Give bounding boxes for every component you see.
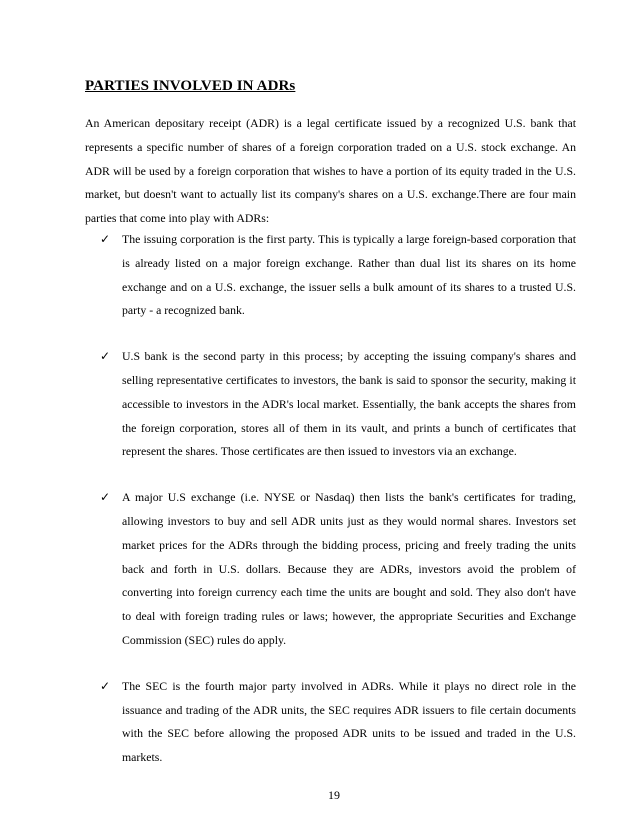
check-icon: ✓ (100, 678, 111, 693)
check-icon: ✓ (100, 232, 111, 246)
section-heading: PARTIES INVOLVED IN ADRs (85, 78, 296, 94)
list-item-text: The issuing corporation is the first party. This is typically a large foreign-based corporation that is already listed on a major foreign exchange. Rather than dual list its shares on its home exchange and on a U.S. exchange, the issuer sells a bulk amount of its shares to a trusted U.S. party - a recognized bank. (122, 232, 576, 318)
list-item-text: The SEC is the fourth major party involved in ADRs. While it plays no direct role in the issuance and trading of the ADR units, the SEC requires ADR issuers to file certain documents with the SEC before allowing the proposed ADR units to be issued and traded in the U.S. markets. (122, 678, 576, 765)
list-item-issuing-corporation (85, 228, 576, 323)
page-number: 19 (328, 788, 340, 802)
intro-paragraph: An American depositary receipt (ADR) is a legal certificate issued by a recognized U.S. bank that represents a specific number of shares of a foreign corporation traded on a U.S. stock exchange. An ADR will be used by a foreign corporation that wishes to have a portion of its equity traded in the U.S. market, but doesn't want to actually list its company's shares on a U.S. exchange.There are four main parties that come into play with ADRs: (85, 116, 576, 226)
check-icon: ✓ (100, 349, 111, 364)
list-item-us-bank (85, 345, 576, 464)
check-icon: ✓ (100, 490, 111, 505)
parties-list (85, 228, 576, 770)
list-item-sec (85, 675, 576, 770)
list-item-text: A major U.S exchange (i.e. NYSE or Nasdaq) then lists the bank's certificates for trading, allowing investors to buy and sell ADR units just as they would normal shares. Investors set market prices for the ADRs through the bidding process, pricing and freely trading the units back and forth in U.S. dollars. Because they are ADRs, investors avoid the problem of converting into foreign currency each time the units are bought and sold. They also don't have to deal with foreign trading rules or laws; however, the appropriate Securities and Exchange Commission (SEC) rules do apply. (122, 490, 576, 647)
list-item-us-exchange (85, 486, 576, 653)
list-item-text: U.S bank is the second party in this process; by accepting the issuing company's shares and selling representative certificates to investors, the bank is said to sponsor the security, making it accessible to investors in the ADR's local market. Essentially, the bank accepts the shares from the foreign corporation, stores all of them in its vault, and prints a bunch of certificates that represent the shares. Those certificates are then issued to investors via an exchange. (122, 349, 576, 459)
